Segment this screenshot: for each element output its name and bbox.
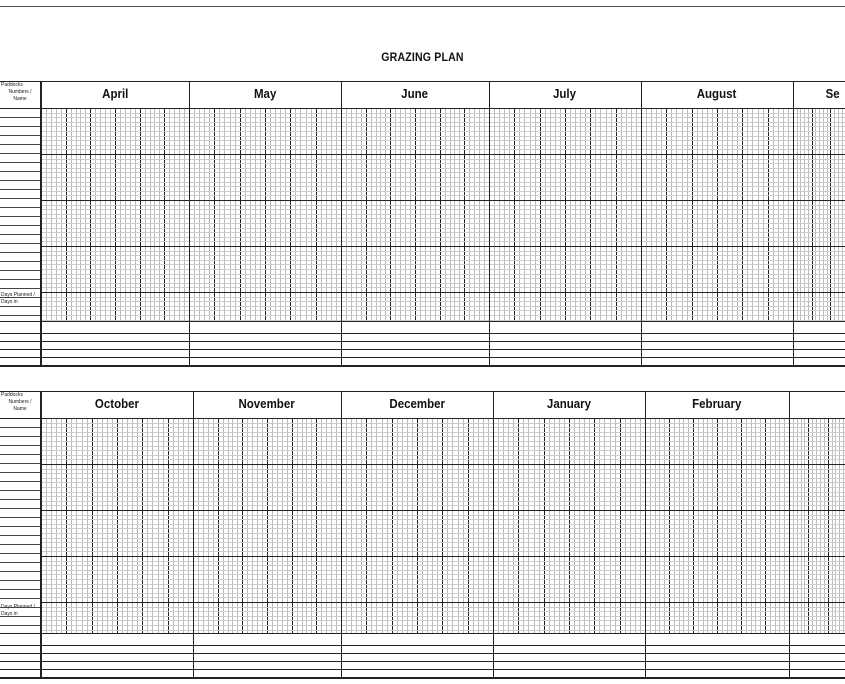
row-rule: [41, 274, 845, 275]
row-rule: [41, 214, 845, 215]
label-row-rule: [0, 481, 40, 482]
row-rule: [41, 533, 845, 534]
footer-rule: [0, 669, 845, 670]
label-row-rule: [0, 607, 40, 608]
label-row-rule: [0, 463, 40, 464]
row-rule: [41, 251, 845, 252]
day-grid-upper: [41, 108, 845, 321]
label-row-rule: [0, 544, 40, 545]
label-row-rule: [0, 553, 40, 554]
row-rule: [41, 542, 845, 543]
row-group-rule: [41, 510, 845, 511]
month-october: October: [94, 397, 140, 411]
label-row-rule: [0, 252, 40, 253]
label-row-rule: [0, 598, 40, 599]
month-divider: [641, 81, 642, 366]
row-group-rule: [41, 464, 845, 465]
row-rule: [41, 501, 845, 502]
label-row-rule: [0, 436, 40, 437]
numbers-label-lower: Numbers /: [8, 399, 32, 405]
paddocks-label: Paddocks: [1, 82, 23, 88]
row-rule: [41, 310, 845, 311]
row-rule: [41, 446, 845, 447]
month-june: June: [401, 87, 429, 101]
row-rule: [41, 538, 845, 539]
footer-rule: [0, 357, 845, 358]
row-rule: [41, 301, 845, 302]
label-row-rule: [0, 499, 40, 500]
month-march-partial: [789, 391, 845, 418]
label-row-rule: [0, 180, 40, 181]
row-rule: [41, 561, 845, 562]
top-rule: [0, 6, 845, 7]
row-rule: [41, 126, 845, 127]
label-row-rule: [0, 427, 40, 428]
page-title: GRAZING PLAN: [381, 50, 464, 64]
label-row-rule: [0, 216, 40, 217]
label-row-rule: [0, 225, 40, 226]
month-february: February: [692, 397, 742, 411]
days-planned-label-lower: Days Planned /: [1, 604, 35, 610]
row-rule: [41, 159, 845, 160]
month-divider: [489, 81, 490, 366]
row-rule: [41, 315, 845, 316]
label-row-rule: [0, 207, 40, 208]
row-rule: [41, 505, 845, 506]
row-rule: [41, 515, 845, 516]
month-september-partial: Se: [825, 87, 841, 101]
footer-rule: [0, 366, 845, 367]
month-divider: [789, 391, 790, 678]
month-divider: [645, 391, 646, 678]
label-row-rule: [0, 625, 40, 626]
label-row-rule: [0, 580, 40, 581]
footer-rule: [0, 633, 845, 634]
row-rule: [41, 496, 845, 497]
upper-plan-table: [0, 81, 845, 366]
row-group-rule: [41, 154, 845, 155]
row-rule: [41, 177, 845, 178]
month-divider: [493, 391, 494, 678]
label-row-rule: [0, 490, 40, 491]
row-rule: [41, 140, 845, 141]
label-row-rule: [0, 297, 40, 298]
row-rule: [41, 593, 845, 594]
row-rule: [41, 163, 845, 164]
label-row-rule: [0, 562, 40, 563]
footer-rule: [0, 349, 845, 350]
row-rule: [41, 574, 845, 575]
label-divider: [40, 81, 41, 366]
label-row-rule: [0, 234, 40, 235]
row-rule: [41, 519, 845, 520]
row-rule: [41, 182, 845, 183]
month-april: April: [101, 87, 129, 101]
row-rule: [41, 528, 845, 529]
row-rule: [41, 195, 845, 196]
lower-plan-table: [0, 391, 845, 678]
row-rule: [41, 297, 845, 298]
row-rule: [41, 547, 845, 548]
row-rule: [41, 441, 845, 442]
row-rule: [41, 168, 845, 169]
label-row-rule: [0, 306, 40, 307]
numbers-label: Numbers /: [8, 89, 32, 95]
row-rule: [41, 450, 845, 451]
label-row-rule: [0, 279, 40, 280]
label-row-rule: [0, 288, 40, 289]
row-rule: [41, 570, 845, 571]
row-rule: [41, 264, 845, 265]
label-row-rule: [0, 144, 40, 145]
label-row-rule: [0, 517, 40, 518]
footer-rule: [0, 645, 845, 646]
row-rule: [41, 478, 845, 479]
row-rule: [41, 597, 845, 598]
row-rule: [41, 487, 845, 488]
row-rule: [41, 117, 845, 118]
month-divider: [793, 81, 794, 366]
month-august: August: [697, 87, 737, 101]
label-row-rule: [0, 162, 40, 163]
month-may: May: [253, 87, 277, 101]
row-rule: [41, 145, 845, 146]
row-rule: [41, 149, 845, 150]
name-label: Name: [13, 96, 27, 102]
row-rule: [41, 223, 845, 224]
label-row-rule: [0, 135, 40, 136]
label-row-rule: [0, 454, 40, 455]
label-row-rule: [0, 616, 40, 617]
row-rule: [41, 625, 845, 626]
footer-rule: [0, 341, 845, 342]
row-rule: [41, 459, 845, 460]
row-rule: [41, 287, 845, 288]
row-rule: [41, 584, 845, 585]
row-rule: [41, 551, 845, 552]
row-rule: [41, 260, 845, 261]
days-in-label: Days in: [1, 299, 18, 305]
label-row-rule: [0, 117, 40, 118]
row-rule: [41, 255, 845, 256]
row-rule: [41, 218, 845, 219]
month-november: November: [238, 397, 296, 411]
row-rule: [41, 524, 845, 525]
row-rule: [41, 186, 845, 187]
header-bottom-rule: [0, 418, 845, 419]
row-rule: [41, 436, 845, 437]
name-label-lower: Name: [13, 406, 27, 412]
footer-rule: [0, 678, 845, 679]
row-rule: [41, 473, 845, 474]
label-row-rule: [0, 261, 40, 262]
label-row-rule: [0, 472, 40, 473]
row-rule: [41, 588, 845, 589]
row-rule: [41, 228, 845, 229]
row-rule: [41, 455, 845, 456]
month-january: January: [546, 397, 592, 411]
label-row-rule: [0, 189, 40, 190]
month-divider: [189, 81, 190, 366]
row-rule: [41, 205, 845, 206]
row-group-rule: [41, 602, 845, 603]
row-rule: [41, 432, 845, 433]
row-group-rule: [41, 246, 845, 247]
label-row-rule: [0, 243, 40, 244]
row-rule: [41, 113, 845, 114]
label-row-rule: [0, 526, 40, 527]
row-rule: [41, 283, 845, 284]
row-rule: [41, 423, 845, 424]
row-rule: [41, 427, 845, 428]
row-rule: [41, 565, 845, 566]
footer-rule: [0, 333, 845, 334]
row-group-rule: [41, 200, 845, 201]
month-july: July: [553, 87, 577, 101]
row-rule: [41, 269, 845, 270]
row-rule: [41, 136, 845, 137]
label-row-rule: [0, 589, 40, 590]
label-divider: [40, 391, 41, 678]
label-row-rule: [0, 535, 40, 536]
label-row-rule: [0, 126, 40, 127]
row-rule: [41, 232, 845, 233]
label-row-rule: [0, 198, 40, 199]
footer-rule: [0, 321, 845, 322]
paddocks-label-lower: Paddocks: [1, 392, 23, 398]
month-divider: [341, 391, 342, 678]
days-planned-label: Days Planned /: [1, 292, 35, 298]
day-grid-lower: [41, 418, 845, 633]
row-group-rule: [41, 292, 845, 293]
row-rule: [41, 191, 845, 192]
row-rule: [41, 278, 845, 279]
row-group-rule: [41, 556, 845, 557]
label-row-rule: [0, 270, 40, 271]
row-rule: [41, 620, 845, 621]
table-top-rule: [0, 81, 845, 82]
row-rule: [41, 630, 845, 631]
row-rule: [41, 607, 845, 608]
row-rule: [41, 306, 845, 307]
month-divider: [41, 81, 42, 366]
label-row-rule: [0, 571, 40, 572]
row-rule: [41, 611, 845, 612]
label-row-rule: [0, 508, 40, 509]
table-top-rule: [0, 391, 845, 392]
row-rule: [41, 209, 845, 210]
row-rule: [41, 579, 845, 580]
header-bottom-rule: [0, 108, 845, 109]
label-row-rule: [0, 171, 40, 172]
days-in-label-lower: Days in: [1, 611, 18, 617]
row-rule: [41, 122, 845, 123]
month-divider: [341, 81, 342, 366]
row-rule: [41, 492, 845, 493]
month-december: December: [389, 397, 445, 411]
row-rule: [41, 469, 845, 470]
row-rule: [41, 482, 845, 483]
label-row-rule: [0, 445, 40, 446]
footer-rule: [0, 653, 845, 654]
row-rule: [41, 241, 845, 242]
row-rule: [41, 237, 845, 238]
footer-rule: [0, 661, 845, 662]
month-divider: [41, 391, 42, 678]
month-divider: [193, 391, 194, 678]
label-row-rule: [0, 315, 40, 316]
row-rule: [41, 131, 845, 132]
row-rule: [41, 616, 845, 617]
row-rule: [41, 172, 845, 173]
label-row-rule: [0, 153, 40, 154]
